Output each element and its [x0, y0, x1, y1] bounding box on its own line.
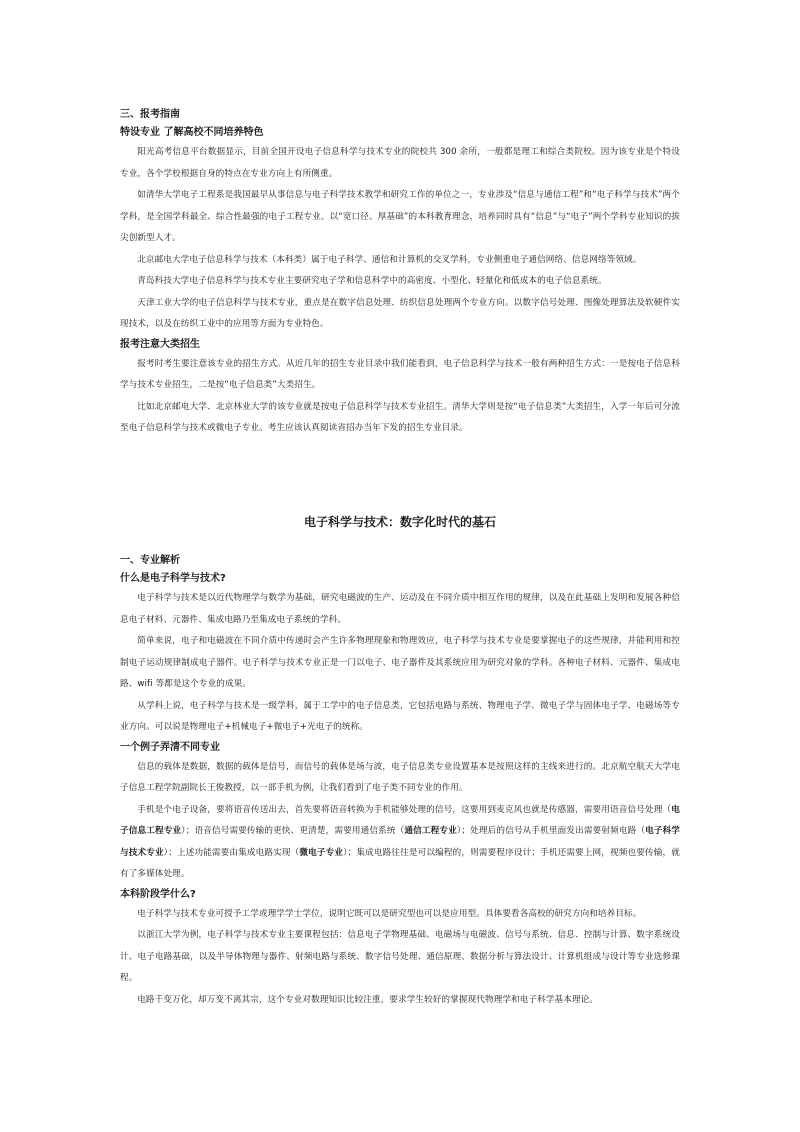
paragraph: 电路千变万化，却万变不离其宗，这个专业对数理知识比较注重，要求学生较好的掌握现代物理学和电子科学基本理论。 — [137, 994, 598, 1005]
paragraph: 阳光高考信息平台数据显示，目前全国开设电子信息科学与技术专业的院校共 300 余所，一般都是理工和综合类院校。因为该专业是个特设专业，各个学校根据自身的特点在专业方向上有所侧重。 — [120, 147, 680, 179]
bold-major-name: 电子信息工程专业 — [120, 804, 680, 836]
bold-major-name: 微电子专业 — [299, 847, 344, 858]
paragraph: 电子科学与技术专业可授予工学或理学学士学位，说明它既可以是研究型也可以是应用型。具体要看各高校的研究方向和培养目标。 — [137, 908, 642, 919]
section-heading-analysis: 一、专业解析 — [120, 555, 180, 566]
text-run: 手机是个电子设备，要将语音传送出去，首先要将语音转换为手机能够处理的信号，这要用到麦克风也就是传感器，需要用语音信号处理（ — [137, 804, 672, 815]
paragraph: 北京邮电大学电子信息科学与技术（本科类）属于电子科学、通信和计算机的交叉学科，专业侧重电子通信网络、信息网络等领域。 — [137, 254, 642, 265]
paragraph-phone-example — [120, 800, 680, 886]
section-application-guide — [120, 106, 680, 440]
text-run: ）；语音信号需要传输的更快、更清楚，需要用通信系统（ — [181, 826, 405, 836]
paragraph: 从学科上说，电子科学与技术是一级学科，属于工学中的电子信息类，它包括电路与系统、物理电子学、微电子学与固体电子学、电磁场等专业方向。可以说是物理电子+机械电子+微电子+光电子的统称。 — [120, 700, 680, 732]
paragraph: 以浙江大学为例，电子科学与技术专业主要课程包括：信息电子学物理基础、电磁场与电磁波、信号与系统、信息、控制与计算、数字系统设计、电子电路基础，以及半导体物理与器件、射频电路与系统、数字信号处理、通信原理、数据分析与算法设计、计算机组成与设计等专业选修课程。 — [120, 930, 680, 983]
bold-major-name: 电子科学与技术专业 — [120, 826, 681, 858]
paragraph: 报考时考生要注意该专业的招生方式。从近几年的招生专业目录中我们能看到，电子信息科学与技术一般有两种招生方式：一是按电子信息科学与技术专业招生，二是按“电子信息类”大类招生。 — [120, 358, 680, 390]
subheading-category-admission: 报考注意大类招生 — [120, 338, 200, 350]
subheading-what-is: 什么是电子科学与技术? — [120, 573, 226, 584]
paragraph: 电子科学与技术是以近代物理学与数学为基础，研究电磁波的生产、运动及在不同介质中相互作用的规律，以及在此基础上发明和发展各种信息电子材料、元器件、集成电路乃至集成电子系统的学科。 — [120, 593, 680, 625]
paragraph: 如清华大学电子工程系是我国最早从事信息与电子科学技术教学和研究工作的单位之一，专业涉及“信息与通信工程”和“电子科学与技术”两个学科，是全国学科最全、综合性最强的电子工程专业。以“宽口径、厚基础”的本科教育理念，培养同时具有“信息”与“电子”两个学科专业知识的拔尖创新型人才。 — [120, 190, 680, 243]
subheading-undergrad-courses: 本科阶段学什么? — [120, 888, 196, 900]
paragraph: 青岛科技大学电子信息科学与技术专业主要研究电子学和信息科学中的高密度、小型化、轻量化和低成本的电子信息系统。 — [137, 276, 607, 286]
paragraph: 信息的载体是数据，数据的载体是信号，而信号的载体是场与波，电子信息类专业设置基本是按照这样的主线来进行的。北京航空航天大学电子信息工程学院副院长王俊教授，以一部手机为例，让我们看到了电子类不同专业的作用。 — [120, 761, 680, 793]
section-major-analysis — [120, 552, 680, 1011]
document-title: 电子科学与技术：数字化时代的基石 — [303, 515, 496, 529]
text-run: ）；处理后的信号从手机里面发出需要射频电路（ — [456, 826, 646, 836]
paragraph: 比如北京邮电大学、北京林业大学的该专业就是按电子信息科学与技术专业招生。清华大学则是按“电子信息类”大类招生，入学一年后可分流至电子信息科学与技术或微电子专业。考生应该认真阅读省招办当年下发的招生专业目录。 — [120, 401, 680, 433]
text-run: ）；上述功能需要由集成电路实现（ — [163, 847, 300, 858]
subheading-special-major: 特设专业 了解高校不同培养特色 — [120, 127, 264, 138]
text-run: ）；集成电路往往是可以编程的，则需要程序设计；手机还需要上网，视频也要传输，就有了多媒体处理。 — [120, 847, 680, 879]
subheading-example: 一个例子弄清不同专业 — [120, 741, 220, 753]
paragraph: 天津工业大学的电子信息科学与技术专业，重点是在数字信息处理、纺织信息处理两个专业方向。以数字信号处理、图像处理算法及软硬件实现技术，以及在纺织工业中的应用等方面为专业特色。 — [120, 297, 680, 329]
section-heading-guide: 三、报考指南 — [120, 109, 180, 120]
bold-major-name: 通信工程专业 — [404, 826, 457, 836]
paragraph: 简单来说，电子和电磁波在不同介质中传递时会产生许多物理现象和物理效应，电子科学与技术专业是要掌握电子的这些规律，并能利用和控制电子运动规律制成电子器件。电子科学与技术专业正是一门以电子、电子器件及其系统应用为研究对象的学科。各种电子材料、元器件、集成电路、wifi 等都是这个专业的成果。 — [120, 636, 680, 689]
